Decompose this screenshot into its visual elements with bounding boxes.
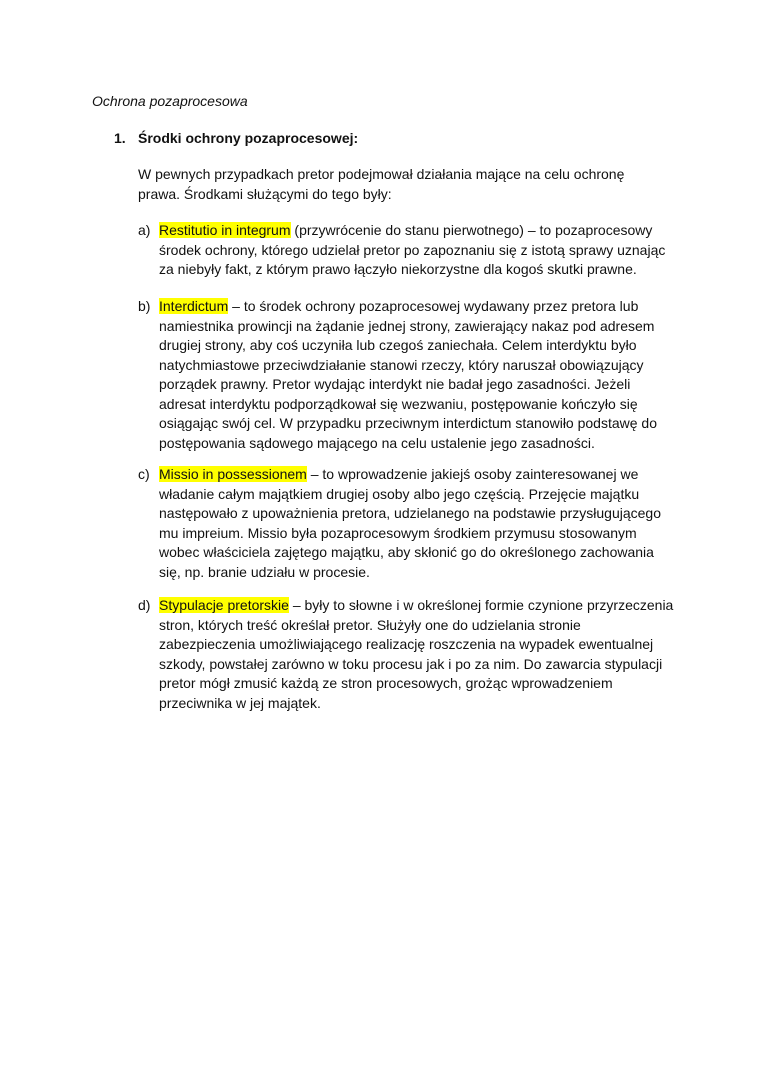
highlighted-term: Interdictum [159, 298, 229, 314]
section-heading-text: Środki ochrony pozaprocesowej: [138, 130, 359, 146]
list-item-marker: d) [138, 597, 151, 613]
list-item-text: – to wprowadzenie jakiejś osoby zainteresowanej we władanie całym majątkiem drugiej osoby albo jego częścią. Przejęcie majątku następowało z upoważnienia pretora, udzielanego na podstawie przysługującego mu impreium. Missio była pozaprocesowym środkiem przymusu stosowanym wobec właściciela zajętego majątku, aby skłonić go do określonego zachowania się, np. branie udziału w procesie. [159, 466, 662, 580]
list-item [138, 221, 678, 280]
highlighted-term: Stypulacje pretorskie [159, 597, 289, 613]
list-item-text: – to środek ochrony pozaprocesowej wydawany przez pretora lub namiestnika prowincji na żądanie jednej strony, zawierający nakaz pod adresem drugiej strony, aby coś uczyniła lub czegoś zaniechała. Celem interdyktu było natychmiastowe przeciwdziałanie stanowi rzeczy, który naruszał obowiązujący porządek prawny. Pretor wydając interdykt nie badał jego zasadności. Jeżeli adresat interdyktu podporządkował się wezwaniu, postępowanie kończyło się osiągając swój cel. W przypadku przeciwnym interdictum stanowiło podstawę do postępowania sądowego mającego na celu ustalenie jego zasadności. [159, 298, 657, 451]
highlighted-term: Restitutio in integrum [159, 222, 291, 238]
list-item [138, 297, 678, 453]
highlighted-term: Missio in possessionem [159, 466, 307, 482]
list-item-text: (przywrócenie do stanu pierwotnego) – to pozaprocesowy środek ochrony, którego udzielał pretor po zapoznaniu się z istotą sprawy uznając za niebyły fakt, z którym prawo łączyło niekorzystne dla kogoś skutki prawne. [159, 222, 666, 277]
list-item-marker: c) [138, 466, 150, 482]
list-item [138, 596, 678, 713]
list-item-marker: b) [138, 298, 151, 314]
list-item-body [159, 221, 679, 280]
list-item-body [159, 596, 679, 713]
list-item-text: – były to słowne i w określonej formie czynione przyrzeczenia stron, których treść określał pretor. Służyły one do udzielania stronie zabezpieczenia umożliwiającego realizację roszczenia na wypadek ewentualnej szkody, powstałej zarówno w toku procesu jak i po za nim. Do zawarcia stypulacji pretor mógł zmusić każdą ze stron procesowych, grożąc wprowadzeniem przeciwnika w jej majątek. [159, 597, 674, 711]
section-number: 1. [114, 130, 126, 146]
list-item [138, 465, 678, 582]
document-title: Ochrona pozaprocesowa [92, 93, 248, 109]
list-item-body [159, 297, 679, 453]
list-item-body [159, 465, 679, 582]
list-item-marker: a) [138, 222, 151, 238]
section-heading [114, 128, 358, 148]
intro-paragraph: W pewnych przypadkach pretor podejmował działania mające na celu ochronę prawa. Środkami służącymi do tego były: [138, 166, 625, 202]
